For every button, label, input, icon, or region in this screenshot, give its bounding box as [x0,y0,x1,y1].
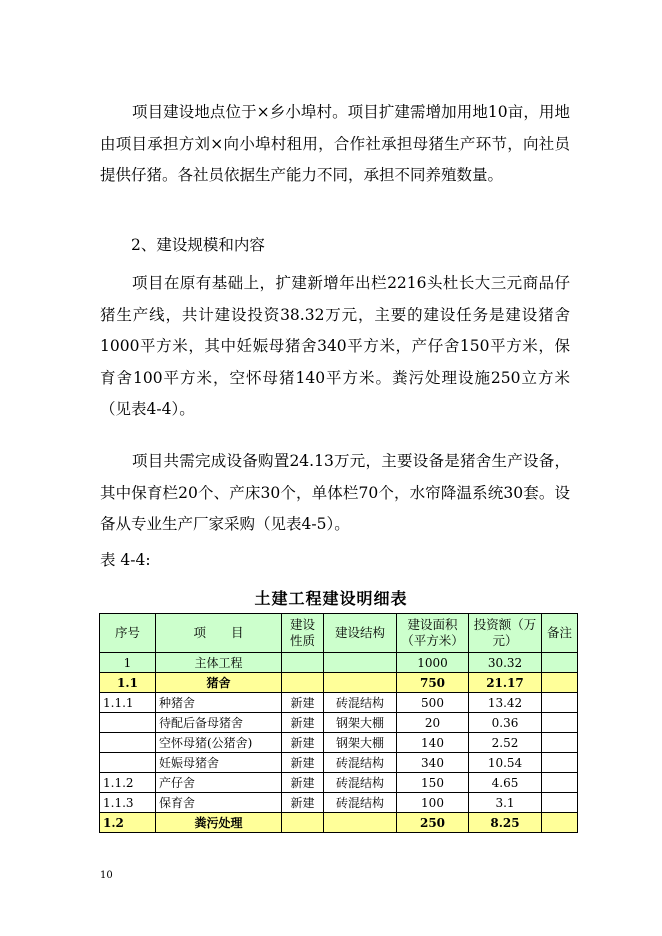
cell-area: 500 [397,693,469,713]
construction-table [99,613,578,833]
cell-area: 750 [397,673,469,693]
header-invest: 投资额（万元） [469,614,542,653]
cell-area: 140 [397,733,469,753]
cell-invest: 2.52 [469,733,542,753]
cell-nature [282,653,324,673]
page-number: 10 [100,870,113,881]
cell-note [542,813,578,833]
cell-note [542,733,578,753]
cell-no: 1.1.2 [100,773,156,793]
header-item: 项 目 [156,614,282,653]
cell-note [542,773,578,793]
paragraph-equipment-text: 项目共需完成设备购置24.13万元，主要设备是猪舍生产设备，其中保育栏20个、产床30个，单体栏70个，水帘降温系统30套。设备从专业生产厂家采购（见表4-5）。 [100,452,570,533]
table-row [100,753,578,773]
header-nature: 建设性质 [282,614,324,653]
table-row [100,813,578,833]
cell-nature: 新建 [282,753,324,773]
cell-no [100,713,156,733]
table-row [100,793,578,813]
cell-invest: 21.17 [469,673,542,693]
table-row [100,733,578,753]
cell-nature: 新建 [282,773,324,793]
cell-nature [282,813,324,833]
paragraph-scale [100,268,570,426]
cell-invest: 4.65 [469,773,542,793]
table-row [100,713,578,733]
cell-no: 1.1.3 [100,793,156,813]
cell-note [542,673,578,693]
cell-invest: 0.36 [469,713,542,733]
cell-no: 1.1 [100,673,156,693]
table-header-row [100,614,578,653]
cell-item: 妊娠母猪舍 [156,753,282,773]
table-label: 表 4-4: [100,551,151,569]
header-area: 建设面积（平方米） [397,614,469,653]
cell-structure: 钢架大棚 [324,733,397,753]
cell-note [542,713,578,733]
cell-structure [324,653,397,673]
cell-nature: 新建 [282,693,324,713]
table-row [100,693,578,713]
cell-area: 1000 [397,653,469,673]
paragraph-location-text: 项目建设地点位于×乡小埠村。项目扩建需增加用地10亩，用地由项目承担方刘×向小埠村租用，合作社承担母猪生产环节，向社员提供仔猪。各社员依据生产能力不同，承担不同养殖数量。 [100,103,570,184]
cell-structure: 钢架大棚 [324,713,397,733]
cell-invest: 8.25 [469,813,542,833]
cell-structure: 砖混结构 [324,693,397,713]
table-row [100,673,578,693]
cell-note [542,693,578,713]
cell-invest: 30.32 [469,653,542,673]
cell-nature: 新建 [282,793,324,813]
cell-note [542,793,578,813]
header-no: 序号 [100,614,156,653]
cell-area: 250 [397,813,469,833]
cell-area: 100 [397,793,469,813]
paragraph-scale-text: 项目在原有基础上，扩建新增年出栏2216头杜长大三元商品仔猪生产线，共计建设投资38.32万元，主要的建设任务是建设猪舍1000平方米，其中妊娠母猪舍340平方米，产仔舍150平方米，保育舍100平方米，空怀母猪140平方米。粪污处理设施250立方米（见表4-4）。 [100,274,570,418]
cell-area: 340 [397,753,469,773]
cell-nature [282,673,324,693]
cell-invest: 3.1 [469,793,542,813]
cell-area: 150 [397,773,469,793]
cell-invest: 10.54 [469,753,542,773]
cell-no: 1 [100,653,156,673]
cell-invest: 13.42 [469,693,542,713]
cell-item: 空怀母猪(公猪舍) [156,733,282,753]
cell-structure [324,673,397,693]
cell-area: 20 [397,713,469,733]
cell-structure: 砖混结构 [324,793,397,813]
cell-note [542,653,578,673]
cell-note [542,753,578,773]
cell-no [100,753,156,773]
cell-nature: 新建 [282,733,324,753]
paragraph-location [100,97,570,192]
table-title: 土建工程建设明细表 [254,589,408,608]
cell-structure: 砖混结构 [324,773,397,793]
section-heading: 2、建设规模和内容 [131,236,265,254]
cell-item: 主体工程 [156,653,282,673]
cell-item: 产仔舍 [156,773,282,793]
cell-item: 猪舍 [156,673,282,693]
cell-item: 保育舍 [156,793,282,813]
cell-item: 粪污处理 [156,813,282,833]
table-row [100,653,578,673]
table-row [100,773,578,793]
cell-structure [324,813,397,833]
cell-no [100,733,156,753]
cell-nature: 新建 [282,713,324,733]
header-note: 备注 [542,614,578,653]
cell-item: 种猪舍 [156,693,282,713]
paragraph-equipment [100,446,570,541]
cell-structure: 砖混结构 [324,753,397,773]
cell-item: 待配后备母猪舍 [156,713,282,733]
cell-no: 1.1.1 [100,693,156,713]
cell-no: 1.2 [100,813,156,833]
header-structure: 建设结构 [324,614,397,653]
